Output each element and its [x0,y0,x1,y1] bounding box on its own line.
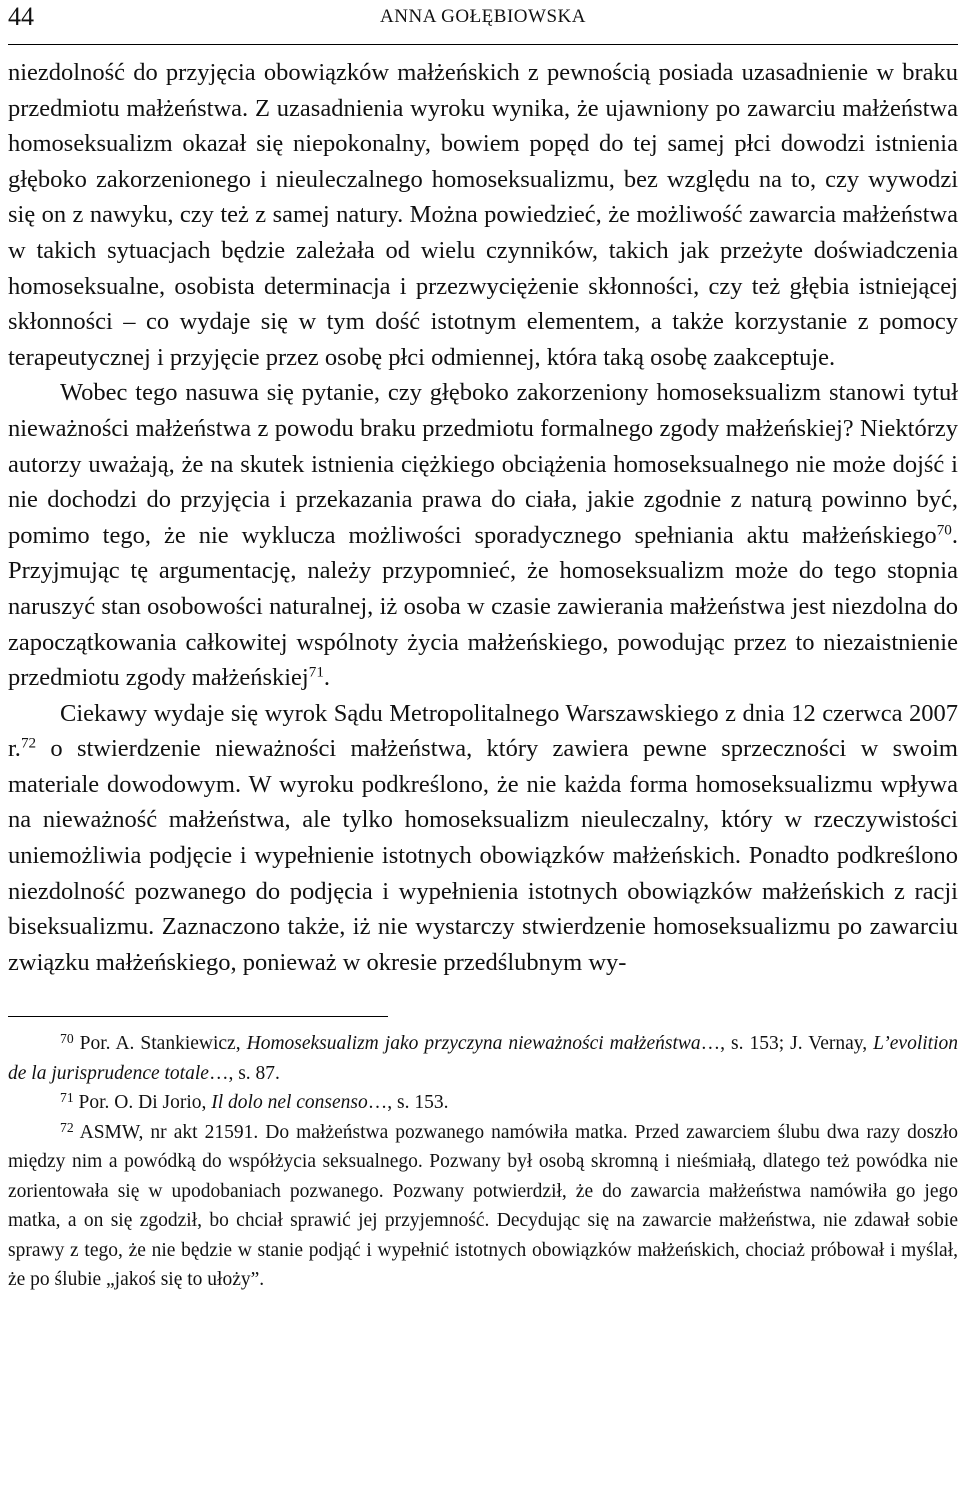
paragraph-3-text-a: Ciekawy wydaje się wyrok Sądu Metropolitalnego Warszawskiego z dnia 12 czerwca 2007 r. [8,699,958,763]
paragraph-1-text: niezdolność do przyjęcia obowiązków małżeńskich z pewnością posiada uzasadnienie w braku przedmiotu małżeństwa. Z uzasadnienia wyroku wynika, że ujawniony po zawarciu małżeństwa homoseksualizm okazał się niepokonalny, bowiem popęd do tej samej płci dowodzi istnienia głęboko zakorzenionego i nieuleczalnego homoseksualizmu, bez względu na to, czy wywodzi się on z nawyku, czy też z samej natury. Można powiedzieć, że możliwość zawarcia małżeństwa w takich sytuacjach będzie zależała od wielu czynników, takich jak przeżyte doświadczenia homoseksualne, osobista determinacja i przezwyciężenie skłonności, czy też głębia istniejącej skłonności – co wydaje się w tym dość istotnym elementem, a także korzystanie z pomocy terapeutycznej i przyjęcie przez osobę płci odmiennej, która taką osobę zaakceptuje. [8,59,958,371]
footnote-text: Por. O. Di Jorio, [73,1092,212,1114]
footnote-ref-70[interactable]: 70 [936,521,952,539]
paragraph-3 [8,696,958,981]
footnote-mark: 71 [60,1090,74,1106]
footnote-71 [8,1088,958,1118]
footnote-mark: 70 [60,1031,74,1047]
running-header [8,0,958,45]
footnote-70 [8,1029,958,1088]
footnote-ref-71[interactable]: 71 [308,663,324,681]
footnote-text: ASMW, nr akt 21591. Do małżeństwa pozwanego namówiła matka. Przed zawarciem ślubu dwa razy doszło między nim a powódką do współżycia seksualnego. Pozwany był osobą skromną i nieśmiałą, dlatego też powódka nie zorientowała się w upodobaniach pozwanego. Pozwany potwierdził, że do zawarcia małżeństwa namówiła go jego matka, a on się zgodził, bo chciał sprawić jej przyjemność. Decydując się na zawarcie małżeństwa, nie zdawał sobie sprawy z tego, że nie będzie w stanie podjąć i wypełnić istotnych obowiązków małżeńskich, chociaż próbował i myślał, że po ślubie „jakoś się to ułoży”. [8,1121,958,1291]
footnote-72 [8,1118,958,1295]
footnote-title: Homoseksualizm jako przyczyna nieważności małżeństwa [246,1033,701,1055]
footnote-text: …, s. 153; J. Vernay, [700,1033,874,1055]
paragraph-3-text-b: o stwierdzenie nieważności małżeństwa, który zawiera pewne sprzeczności w swoim materiale dowodowym. W wyroku podkreślono, że nie każda forma homoseksualizmu wpływa na nieważność małżeństwa, ale tylko homoseksualizm nieuleczalny, który w rzeczywistości uniemożliwia podjęcie i wypełnienie istotnych obowiązków małżeńskich. Ponadto podkreślono niezdolność pozwanego do podjęcia i wypełnienia istotnych obowiązków małżeńskich z racji biseksualizmu. Zaznaczono także, iż nie wystarczy stwierdzenie homoseksualizmu po zawarciu związku małżeńskiego, ponieważ w okresie przedślubnym wy- [8,735,958,976]
footnote-text: …, s. 87. [208,1062,280,1084]
paragraph-2-text-c: . [323,664,331,692]
paragraph-2 [8,375,958,695]
body-text [8,55,958,980]
footnote-ref-72[interactable]: 72 [20,734,37,752]
footnote-separator [8,1016,388,1017]
footnotes [8,1029,958,1295]
footnote-title: L’evolition de la jurisprudence totale [8,1033,958,1084]
page-number: 44 [8,2,34,31]
footnote-text: Por. A. Stankiewicz, [73,1033,247,1055]
footnote-mark: 72 [60,1119,74,1135]
paragraph-2-text-a: Wobec tego nasuwa się pytanie, czy głęboko zakorzeniony homoseksualizm stanowi tytuł nieważności małżeństwa z powodu braku przedmiotu formalnego zgody małżeńskiej? Niektórzy autorzy uważają, że na skutek istnienia ciężkiego obciążenia homoseksualnego nie może dojść i nie dochodzi do przyjęcia i przekazania prawa do ciała, jakie zgodnie z naturą powinno być, pomimo tego, że nie wyklucza możliwości sporadycznego spełniania aktu małżeńskiego [8,379,958,549]
footnote-title: Il dolo nel consenso [211,1092,368,1114]
running-title: ANNA GOŁĘBIOWSKA [380,6,586,27]
footnote-text: …, s. 153. [367,1092,449,1114]
paragraph-2-text-b: . Przyjmując tę argumentację, należy przypomnieć, że homoseksualizm może do tego stopnia naruszyć stan osobowości naturalnej, iż osoba w czasie zawierania małżeństwa jest niezdolna do zapoczątkowania całkowitej wspólnoty życia małżeńskiego, powodując przez to niezaistnienie przedmiotu zgody małżeńskiej [8,521,958,692]
document-page [8,0,958,1295]
paragraph-1 [8,55,958,375]
